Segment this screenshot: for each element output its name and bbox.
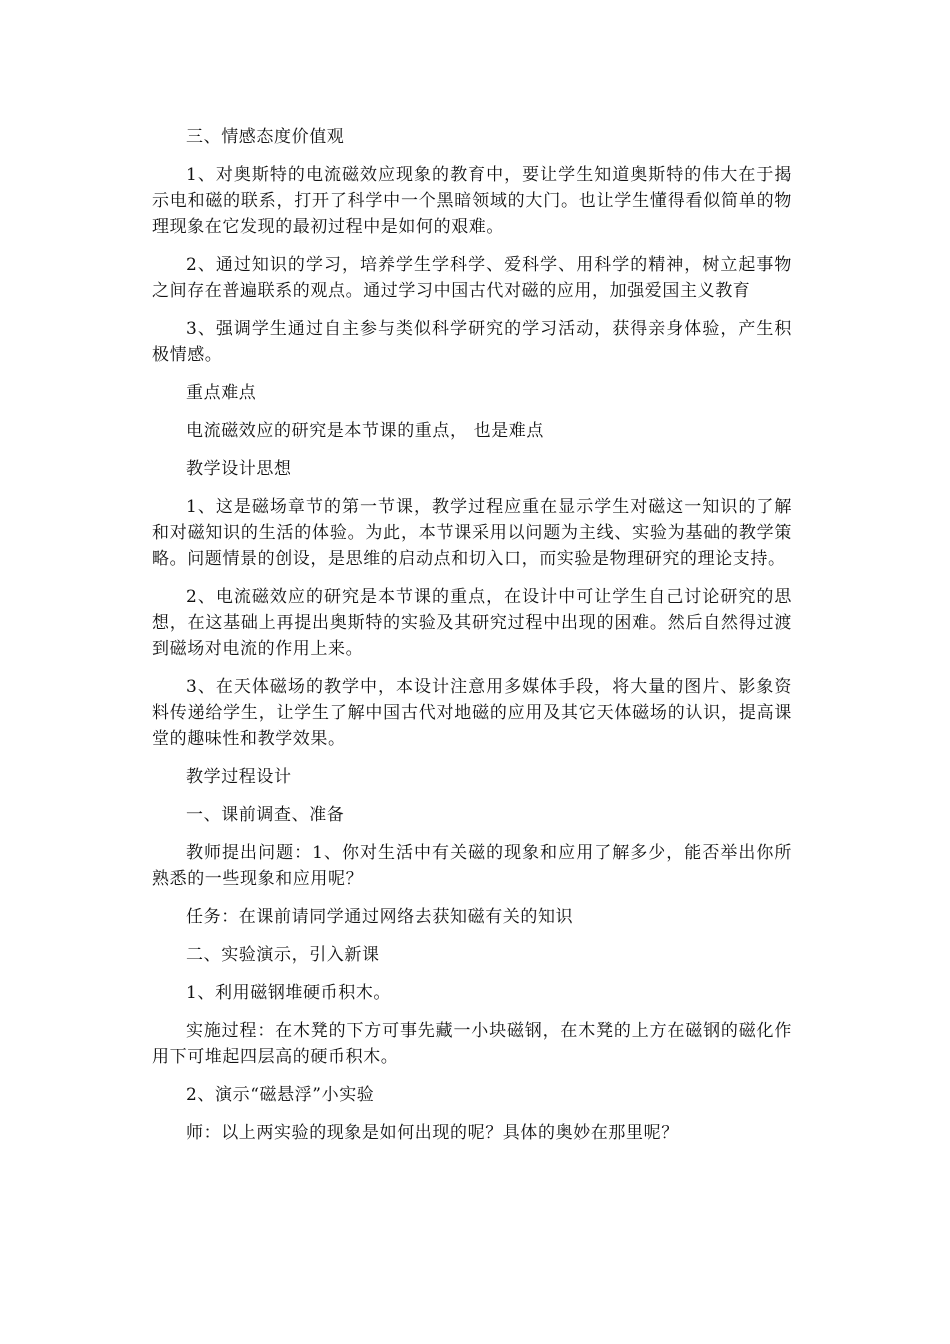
- paragraph-procedure: 实施过程：在木凳的下方可事先藏一小块磁钢，在木凳的上方在磁钢的磁化作用下可堆起四层高的硬币积木。: [152, 1021, 792, 1067]
- paragraph-key-points: 电流磁效应的研究是本节课的重点， 也是难点: [186, 421, 545, 441]
- paragraph-attitude-1: 1、对奥斯特的电流磁效应现象的教育中，要让学生知道奥斯特的伟大在于揭示电和磁的联系，打开了科学中一个黑暗领域的大门。也让学生懂得看似简单的物理现象在它发现的最初过程中是如何的艰难。: [152, 165, 792, 237]
- paragraph-experiment-2: 2、演示“磁悬浮”小实验: [186, 1085, 375, 1105]
- section-heading-key-points: 重点难点: [186, 383, 257, 403]
- paragraph-design-2: 2、电流磁效应的研究是本节课的重点，在设计中可让学生自己讨论研究的思想，在这基础上再提出奥斯特的实验及其研究过程中出现的困难。然后自然得过渡到磁场对电流的作用上来。: [152, 587, 792, 659]
- section-heading-process-design: 教学过程设计: [186, 767, 292, 787]
- paragraph-attitude-3: 3、强调学生通过自主参与类似科学研究的学习活动，获得亲身体验，产生积极情感。: [152, 319, 792, 365]
- paragraph-teacher-question: 教师提出问题：1、你对生活中有关磁的现象和应用了解多少，能否举出你所熟悉的一些现象和应用呢？: [152, 843, 792, 889]
- paragraph-experiment-1: 1、利用磁钢堆硬币积木。: [186, 983, 392, 1003]
- subheading-preparation: 一、课前调查、准备: [186, 805, 345, 825]
- paragraph-task: 任务：在课前请同学通过网络去获知磁有关的知识: [186, 907, 574, 927]
- paragraph-design-1: 1、这是磁场章节的第一节课，教学过程应重在显示学生对磁这一知识的了解和对磁知识的生活的体验。为此，本节课采用以问题为主线、实验为基础的教学策略。问题情景的创设，是思维的启动点和切入口，而实验是物理研究的理论支持。: [152, 497, 792, 569]
- subheading-experiment-intro: 二、实验演示，引入新课: [186, 945, 380, 965]
- paragraph-attitude-2: 2、通过知识的学习，培养学生学科学、爱科学、用科学的精神，树立起事物之间存在普遍联系的观点。通过学习中国古代对磁的应用，加强爱国主义教育: [152, 255, 792, 301]
- document-body: [152, 124, 792, 1158]
- section-heading-attitude-values: 三、情感态度价值观: [186, 127, 345, 147]
- section-heading-design-idea: 教学设计思想: [186, 459, 292, 479]
- paragraph-design-3: 3、在天体磁场的教学中，本设计注意用多媒体手段，将大量的图片、影象资料传递给学生，让学生了解中国古代对地磁的应用及其它天体磁场的认识，提高课堂的趣味性和教学效果。: [152, 677, 792, 749]
- paragraph-teacher-prompt: 师：以上两实验的现象是如何出现的呢？具体的奥妙在那里呢？: [186, 1123, 679, 1143]
